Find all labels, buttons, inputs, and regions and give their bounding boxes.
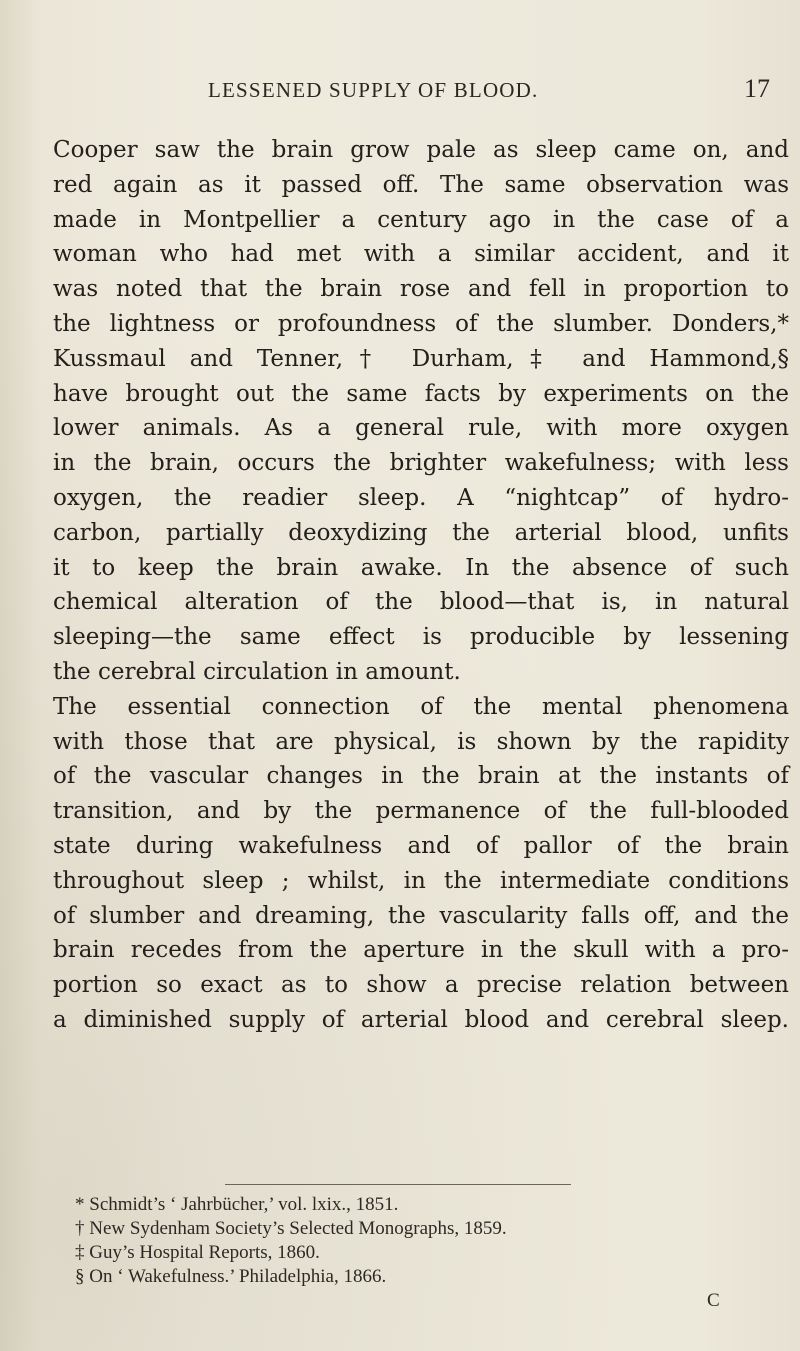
text-line: in the brain, occurs the brighter wakefulness; with less: [53, 450, 789, 477]
text-line: brain recedes from the aperture in the skull with a pro-: [53, 937, 789, 964]
footnote: ‡ Guy’s Hospital Reports, 1860.: [75, 1242, 320, 1263]
text-line: it to keep the brain awake. In the absence of such: [53, 554, 789, 581]
text-line: of slumber and dreaming, the vascularity falls off, and the: [53, 902, 789, 929]
text-line: Kussmaul and Tenner,† Durham,‡ and Hammond,§: [53, 345, 789, 372]
text-line: the lightness or profoundness of the slumber. Donders,*: [53, 310, 789, 337]
text-line: state during wakefulness and of pallor of the brain: [53, 832, 789, 859]
text-line: transition, and by the permanence of the full-blooded: [53, 798, 789, 825]
text-line: of the vascular changes in the brain at the instants of: [53, 763, 789, 790]
text-line: the cerebral circulation in amount.: [53, 658, 461, 685]
text-line: oxygen, the readier sleep. A “nightcap” of hydro-: [53, 484, 789, 511]
footnote: † New Sydenham Society’s Selected Monographs, 1859.: [75, 1218, 507, 1239]
page-header: [0, 74, 800, 108]
text-line: throughout sleep ; whilst, in the intermediate conditions: [53, 867, 789, 894]
body-text: [53, 133, 789, 1038]
footnotes: [75, 1193, 755, 1289]
footnote: § On ‘ Wakefulness.’ Philadelphia, 1866.: [75, 1266, 387, 1287]
footnote-divider: [225, 1184, 571, 1185]
text-line: sleeping—the same effect is producible by lessening: [53, 624, 789, 651]
text-line: chemical alteration of the blood—that is, in natural: [53, 589, 789, 616]
running-head: LESSENED SUPPLY OF BLOOD.: [208, 78, 539, 102]
text-line: lower animals. As a general rule, with more oxygen: [53, 415, 789, 442]
text-line: Cooper saw the brain grow pale as sleep came on, and: [53, 137, 789, 163]
signature-mark: C: [707, 1290, 720, 1311]
text-line: The essential connection of the mental phenomena: [53, 693, 789, 720]
text-line: carbon, partially deoxydizing the arterial blood, unfits: [53, 519, 789, 546]
text-line: a diminished supply of arterial blood and cerebral sleep.: [53, 1006, 789, 1033]
text-line: was noted that the brain rose and fell in proportion to: [53, 276, 789, 303]
text-line: woman who had met with a similar accident, and it: [53, 241, 789, 268]
text-line: red again as it passed off. The same observation was: [53, 171, 789, 198]
page-number: 17: [744, 74, 770, 103]
text-line: portion so exact as to show a precise relation between: [53, 972, 789, 999]
text-line: with those that are physical, is shown by the rapidity: [53, 728, 789, 755]
footnote: * Schmidt’s ‘ Jahrbücher,’ vol. lxix., 1851.: [75, 1194, 399, 1215]
text-line: made in Montpellier a century ago in the case of a: [53, 206, 789, 233]
text-line: have brought out the same facts by experiments on the: [53, 380, 789, 407]
